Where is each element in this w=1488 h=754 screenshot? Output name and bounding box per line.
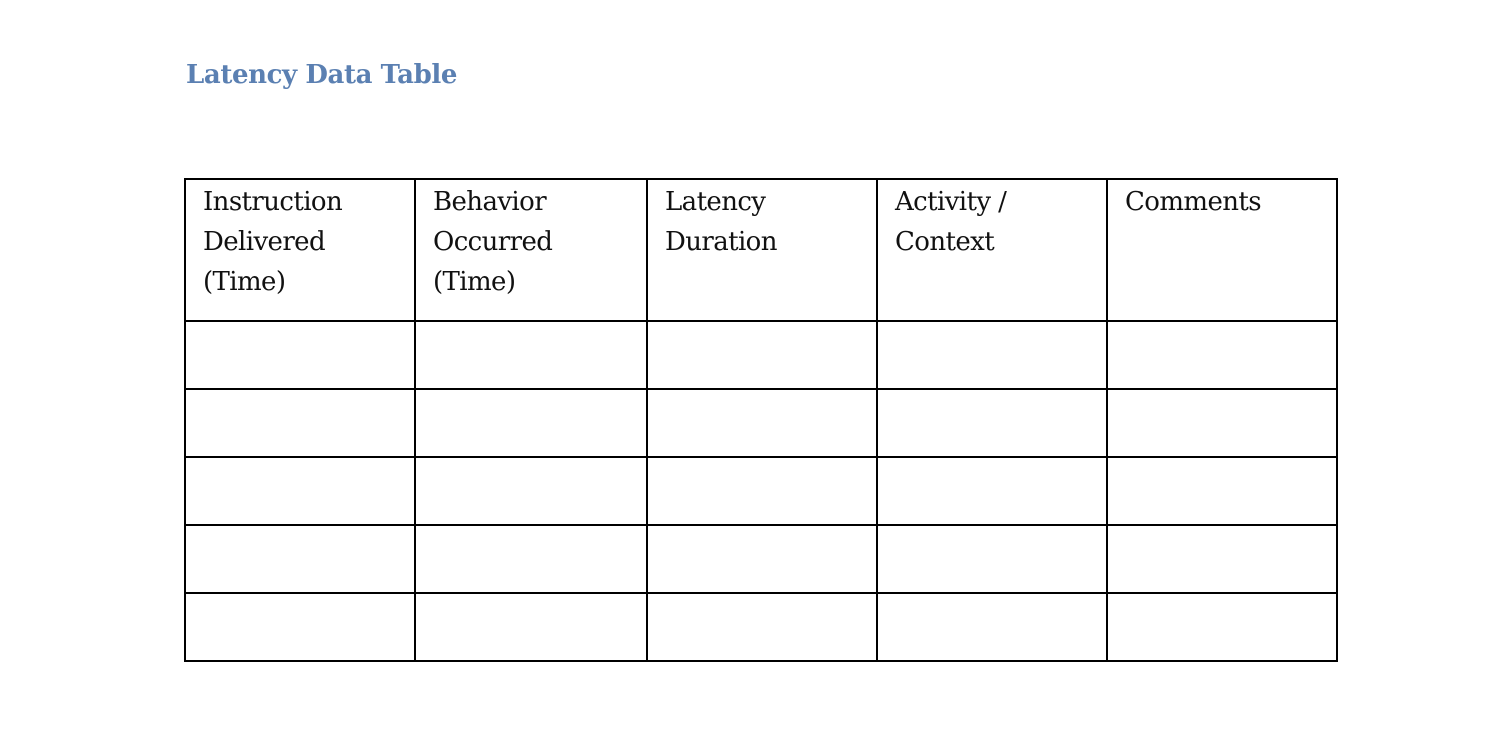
header-instruction-delivered: Instruction Delivered (Time)	[185, 179, 415, 321]
latency-data-table	[184, 178, 1338, 662]
table-header-row	[185, 179, 1337, 321]
table-cell[interactable]	[1107, 389, 1337, 457]
table-cell[interactable]	[877, 457, 1107, 525]
page-title: Latency Data Table	[186, 60, 457, 90]
table-cell[interactable]	[877, 525, 1107, 593]
header-comments: Comments	[1107, 179, 1337, 321]
table-cell[interactable]	[415, 525, 647, 593]
table-cell[interactable]	[1107, 525, 1337, 593]
table-cell[interactable]	[877, 321, 1107, 389]
table-cell[interactable]	[185, 321, 415, 389]
table-cell[interactable]	[185, 389, 415, 457]
table-cell[interactable]	[185, 525, 415, 593]
table-cell[interactable]	[185, 593, 415, 661]
table-cell[interactable]	[1107, 321, 1337, 389]
table-cell[interactable]	[647, 457, 877, 525]
table-cell[interactable]	[647, 525, 877, 593]
table-cell[interactable]	[647, 321, 877, 389]
header-latency-duration: Latency Duration	[647, 179, 877, 321]
table-cell[interactable]	[415, 593, 647, 661]
table-cell[interactable]	[415, 321, 647, 389]
table-row	[185, 525, 1337, 593]
table-cell[interactable]	[1107, 593, 1337, 661]
table-row	[185, 321, 1337, 389]
table-cell[interactable]	[877, 593, 1107, 661]
header-activity-context: Activity / Context	[877, 179, 1107, 321]
table-row	[185, 457, 1337, 525]
table-row	[185, 389, 1337, 457]
table-cell[interactable]	[415, 457, 647, 525]
table-row	[185, 593, 1337, 661]
table-cell[interactable]	[647, 389, 877, 457]
table-cell[interactable]	[1107, 457, 1337, 525]
table-cell[interactable]	[185, 457, 415, 525]
table-cell[interactable]	[647, 593, 877, 661]
table-cell[interactable]	[877, 389, 1107, 457]
table-cell[interactable]	[415, 389, 647, 457]
header-behavior-occurred: Behavior Occurred (Time)	[415, 179, 647, 321]
